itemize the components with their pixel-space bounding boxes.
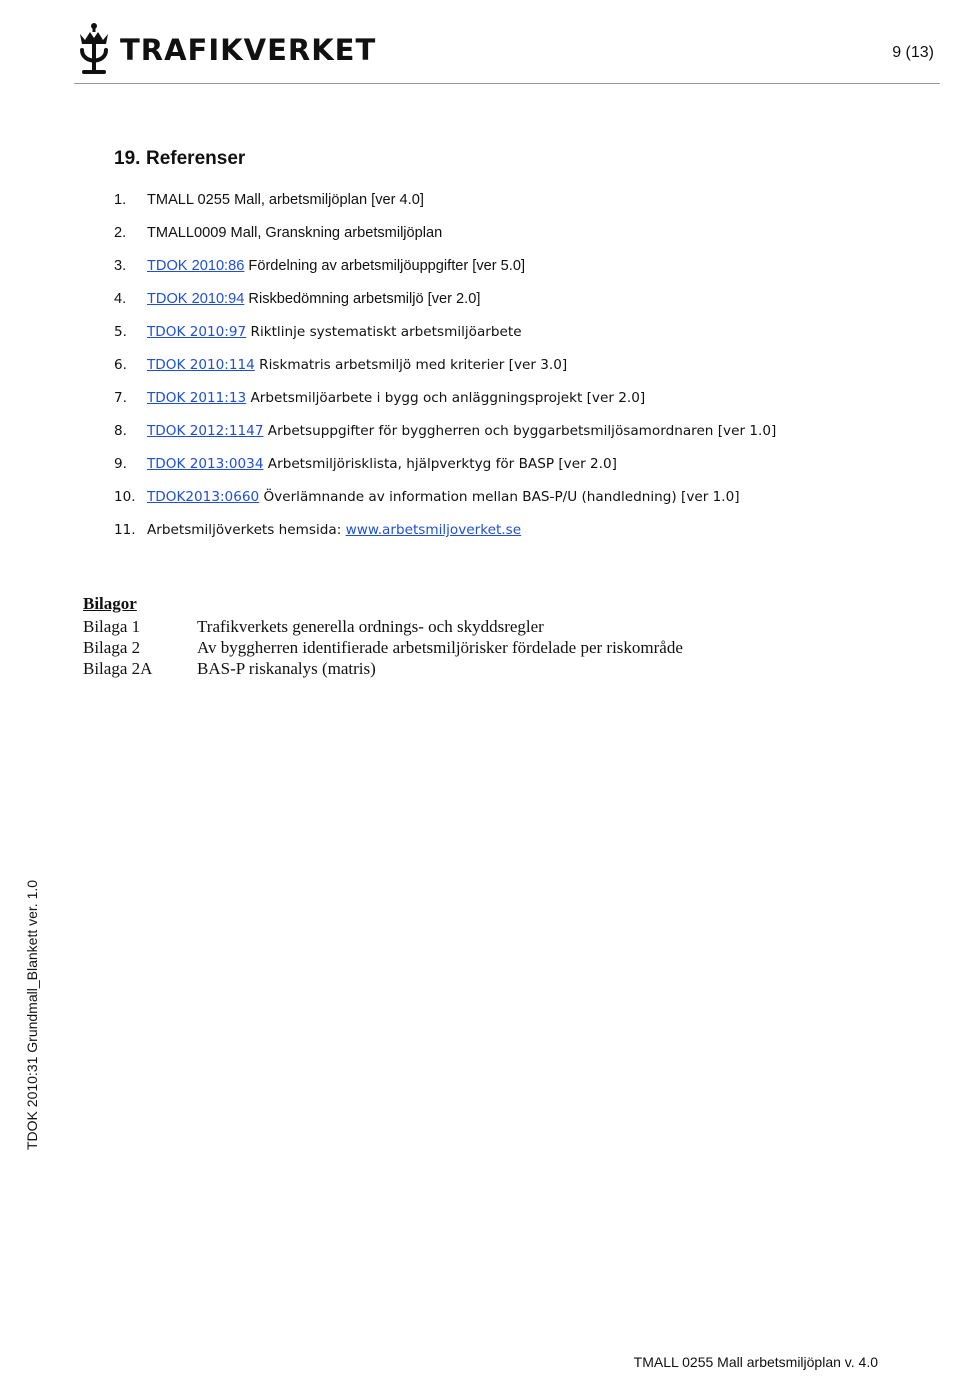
section-number: 19. [114, 148, 141, 169]
reference-text: Riktlinje systematiskt arbetsmiljöarbete [246, 324, 522, 340]
crown-emblem-icon [74, 20, 114, 76]
reference-text: TMALL0009 Mall, Granskning arbetsmiljöplan [147, 225, 443, 241]
reference-link[interactable]: TDOK 2010:97 [147, 324, 247, 340]
reference-link[interactable]: TDOK 2011:13 [147, 390, 247, 406]
reference-item [114, 520, 776, 553]
section-heading [114, 148, 245, 170]
reference-text: Arbetsmiljöverkets hemsida: [147, 522, 346, 538]
reference-item [114, 454, 776, 487]
reference-text: TMALL 0255 Mall, arbetsmiljöplan [ver 4.0] [147, 192, 424, 208]
attachment-text: Trafikverkets generella ordnings- och skyddsregler [197, 617, 544, 636]
reference-number: 11. [114, 522, 136, 538]
reference-item [114, 190, 776, 223]
attachments-section [83, 594, 683, 679]
attachment-label: Bilaga 2 [83, 638, 141, 657]
header-divider [74, 83, 940, 84]
attachment-label: Bilaga 2A [83, 659, 153, 678]
website-link[interactable]: www.arbetsmiljoverket.se [345, 522, 522, 538]
reference-link[interactable]: TDOK 2012:1147 [147, 423, 264, 439]
reference-number: 8. [114, 423, 127, 439]
reference-text: Riskmatris arbetsmiljö med kriterier [ver 3.0] [254, 357, 568, 373]
attachment-row [83, 658, 683, 679]
attachment-text: BAS-P riskanalys (matris) [197, 659, 376, 678]
reference-item [114, 421, 776, 454]
section-title: Referenser [146, 148, 246, 169]
page-header [0, 0, 960, 100]
reference-number: 7. [114, 390, 127, 406]
reference-number: 9. [114, 456, 127, 472]
reference-item [114, 355, 776, 388]
reference-item [114, 289, 776, 322]
reference-text: Riskbedömning arbetsmiljö [ver 2.0] [244, 291, 481, 307]
reference-item [114, 487, 776, 520]
reference-link[interactable]: TDOK 2013:0034 [147, 456, 264, 472]
attachment-text: Av byggherren identifierade arbetsmiljörisker fördelade per riskområde [197, 638, 683, 657]
page-number: 9 (13) [892, 44, 934, 61]
reference-text: Arbetsuppgifter för byggherren och byggarbetsmiljösamordnaren [ver 1.0] [263, 423, 777, 439]
page-footer: TMALL 0255 Mall arbetsmiljöplan v. 4.0 [633, 1354, 878, 1370]
attachments-heading: Bilagor [83, 594, 137, 613]
reference-number: 10. [114, 489, 136, 505]
reference-number: 5. [114, 324, 127, 340]
reference-link[interactable]: TDOK 2010:114 [147, 357, 255, 373]
reference-link[interactable]: TDOK2013:0660 [147, 489, 260, 505]
reference-link[interactable]: TDOK 2010:86 [147, 258, 245, 274]
logo-wordmark: TRAFIKVERKET [120, 33, 377, 67]
attachment-row [83, 616, 683, 637]
reference-number: 2. [114, 225, 127, 241]
attachment-row [83, 637, 683, 658]
reference-item [114, 223, 776, 256]
reference-number: 1. [114, 192, 127, 208]
reference-number: 4. [114, 291, 127, 307]
reference-number: 6. [114, 357, 127, 373]
reference-text: Arbetsmiljörisklista, hjälpverktyg för BASP [ver 2.0] [263, 456, 617, 472]
reference-list [114, 190, 776, 553]
reference-number: 3. [114, 258, 127, 274]
reference-item [114, 322, 776, 355]
template-id-sidebar: TDOK 2010:31 Grundmall_Blankett ver. 1.0 [24, 879, 40, 1150]
reference-item [114, 256, 776, 289]
reference-text: Fördelning av arbetsmiljöuppgifter [ver 5.0] [244, 258, 526, 274]
reference-text: Överlämnande av information mellan BAS-P/U (handledning) [ver 1.0] [259, 489, 740, 505]
reference-text: Arbetsmiljöarbete i bygg och anläggningsprojekt [ver 2.0] [246, 390, 646, 406]
reference-item [114, 388, 776, 421]
attachment-label: Bilaga 1 [83, 617, 141, 636]
reference-link[interactable]: TDOK 2010:94 [147, 291, 245, 307]
trafikverket-logo [74, 20, 376, 76]
